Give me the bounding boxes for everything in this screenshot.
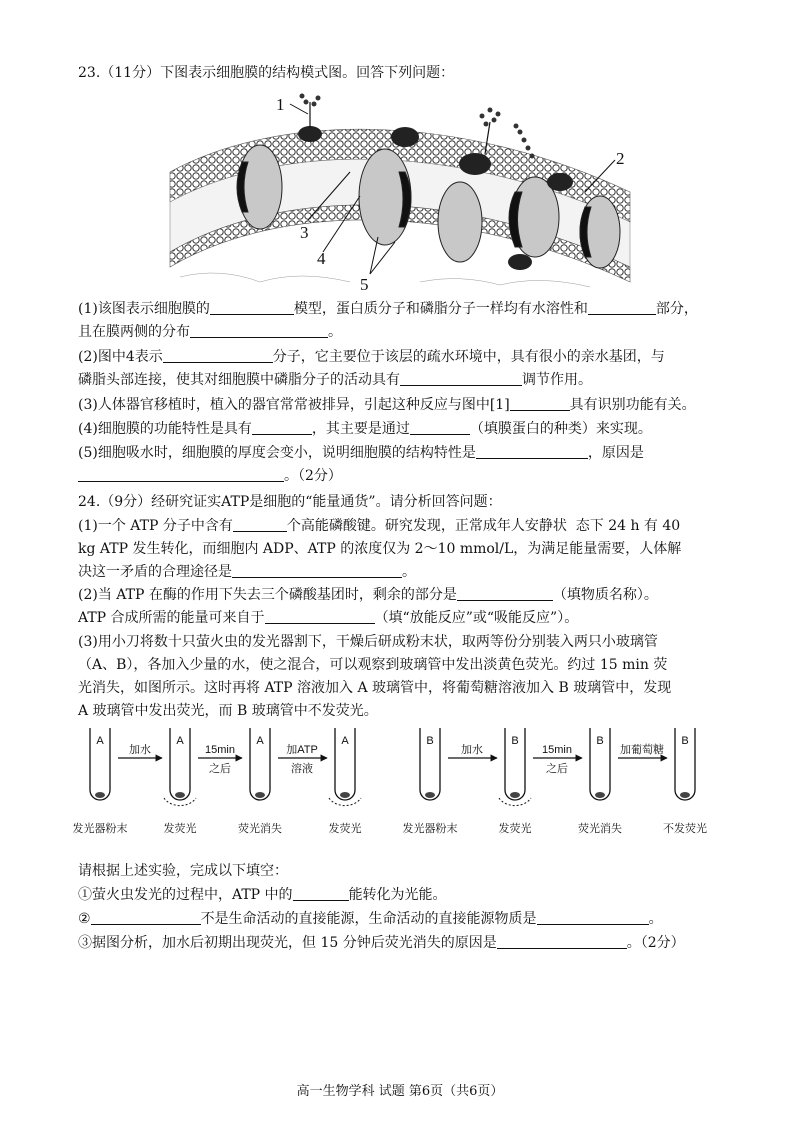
- answer-blank[interactable]: [265, 610, 375, 624]
- tube-b-letter: B: [596, 735, 604, 747]
- answer-blank[interactable]: [476, 445, 588, 459]
- cell-membrane-diagram: [160, 92, 640, 292]
- fibers: [180, 273, 590, 287]
- result-label-a3: 荧光消失: [238, 823, 282, 835]
- q23-item-5: (5)细胞吸水时，细胞膜的厚度会变小，说明细胞膜的结构特性是 ，原因是: [78, 445, 644, 461]
- q23-heading: 23.（11分）下图表示细胞膜的结构模式图。回答下列问题：: [78, 65, 455, 81]
- step-add-water-b: 加水: [461, 744, 483, 756]
- result-label-b4: 不发荧光: [663, 823, 707, 835]
- q23-item-2: (2)图中4表示 分子，它主要位于该层的疏水环境中，具有很小的亲水基团，与: [78, 349, 665, 365]
- q24-item-3-cont1: （A、B），各加入少量的水，使之混合，可以观察到玻璃管中发出淡黄色荧光。约过 15 min 荧: [78, 657, 668, 673]
- result-label-b3: 荧光消失: [578, 823, 622, 835]
- result-label-b1: 发光器粉末: [402, 823, 458, 835]
- step-add-atp: 加ATP: [286, 744, 318, 756]
- answer-blank[interactable]: [400, 372, 522, 386]
- q24-heading: 24.（9分）经研究证实ATP是细胞的“能量通货”。请分析回答问题：: [78, 494, 502, 510]
- q24-item-2: (2)当 ATP 在酶的作用下失去三个磷酸基团时，剩余的部分是 （填物质名称）。: [78, 587, 658, 603]
- q24-fill-3: ③据图分析，加水后初期出现荧光，但 15 分钟后荧光消失的原因是 。（2分）: [78, 935, 685, 951]
- label-4: 4: [317, 249, 326, 268]
- tube-b-letter: B: [681, 735, 689, 747]
- answer-blank[interactable]: [410, 421, 470, 435]
- q24-item-1: (1)一个 ATP 分子中含有 个高能磷酸键。研究发现，正常成年人安静状 态下 24 h 有 40: [78, 518, 681, 534]
- answer-blank[interactable]: [497, 935, 627, 949]
- label-5: 5: [360, 275, 369, 292]
- step-atp-solution: 溶液: [291, 763, 313, 775]
- step-after-b: 之后: [546, 763, 568, 775]
- answer-blank[interactable]: [91, 911, 201, 925]
- q24-item-3-cont3: A 玻璃管中发出荧光，而 B 玻璃管中不发荧光。: [78, 703, 378, 719]
- result-label-b2: 发荧光: [498, 823, 532, 835]
- q23-item-5-cont: 。（2分）: [78, 467, 342, 485]
- powder: [95, 792, 690, 798]
- q24-item-1-cont: kg ATP 发生转化，而细胞内 ADP、ATP 的浓度仅为 2～10 mmol/L，为满足能量需要，人体解: [78, 541, 682, 557]
- step-15min-a: 15min: [205, 744, 235, 756]
- step-add-glucose: 加葡萄糖: [620, 744, 664, 756]
- step-15min-b: 15min: [542, 744, 572, 756]
- result-label-a2: 发荧光: [163, 823, 197, 835]
- result-label-a4: 发荧光: [328, 823, 362, 835]
- answer-blank[interactable]: [510, 397, 570, 411]
- label-2: 2: [616, 149, 625, 168]
- q24-item-3: (3)用小刀将数十只萤火虫的发光器割下，干燥后研成粉末状，取两等份分别装入两只小玻璃管: [78, 634, 658, 650]
- answer-blank[interactable]: [233, 518, 287, 532]
- step-add-water-a: 加水: [129, 744, 151, 756]
- answer-blank[interactable]: [457, 587, 553, 601]
- q24-prompt: 请根据上述实验，完成以下填空：: [78, 863, 288, 879]
- answer-blank[interactable]: [190, 324, 328, 338]
- result-label-a1: 发光器粉末: [72, 823, 128, 835]
- answer-blank[interactable]: [210, 301, 294, 315]
- answer-blank[interactable]: [588, 301, 656, 315]
- tube-a-letter: A: [256, 735, 264, 747]
- step-after-a: 之后: [209, 763, 231, 775]
- answer-blank[interactable]: [293, 887, 349, 901]
- q24-item-3-cont2: 光消失，如图所示。这时再将 ATP 溶液加入 A 玻璃管中，将葡萄糖溶液加入 B 玻璃管中，发现: [78, 680, 672, 696]
- q24-fill-1: ①萤火虫发光的过程中，ATP 中的 能转化为光能。: [78, 887, 447, 903]
- answer-blank[interactable]: [252, 421, 312, 435]
- q24-fill-2: ② 不是生命活动的直接能源，生命活动的直接能源物质是 。: [78, 911, 663, 927]
- tube-a-letter: A: [96, 735, 104, 747]
- tube-a-letter: A: [341, 735, 349, 747]
- firefly-experiment-diagram: [70, 720, 750, 850]
- q23-item-1-cont: 且在膜两侧的分布 。: [78, 324, 342, 340]
- answer-blank[interactable]: [232, 564, 402, 578]
- label-3: 3: [300, 223, 309, 242]
- q23-item-4: (4)细胞膜的功能特性是具有 ，其主要是通过 （填膜蛋白的种类）来实现。: [78, 421, 652, 437]
- q23-item-2-cont: 磷脂头部连接，使其对细胞膜中磷脂分子的活动具有 调节作用。: [78, 372, 592, 388]
- answer-blank[interactable]: [163, 349, 273, 363]
- answer-blank[interactable]: [537, 911, 649, 925]
- tube-b-letter: B: [426, 735, 434, 747]
- q23-item-3: (3)人体器官移植时，植入的器官常常被排异，引起这种反应与图中[1] 具有识别功能有关。: [78, 397, 696, 413]
- label-1: 1: [276, 95, 285, 114]
- q24-item-2-cont: ATP 合成所需的能量可来自于 （填“放能反应”或“吸能反应”）。: [78, 610, 579, 626]
- page-footer: 高一生物学科 试题 第6页（共6页）: [296, 1084, 504, 1099]
- answer-blank[interactable]: [78, 468, 284, 482]
- tube-b-letter: B: [511, 735, 519, 747]
- q24-item-1-cont2: 决这一矛盾的合理途径是 。: [78, 564, 416, 580]
- q23-item-1: (1)该图表示细胞膜的 模型，蛋白质分子和磷脂分子一样均有水溶性和 部分，: [78, 301, 698, 317]
- tube-a-letter: A: [176, 735, 184, 747]
